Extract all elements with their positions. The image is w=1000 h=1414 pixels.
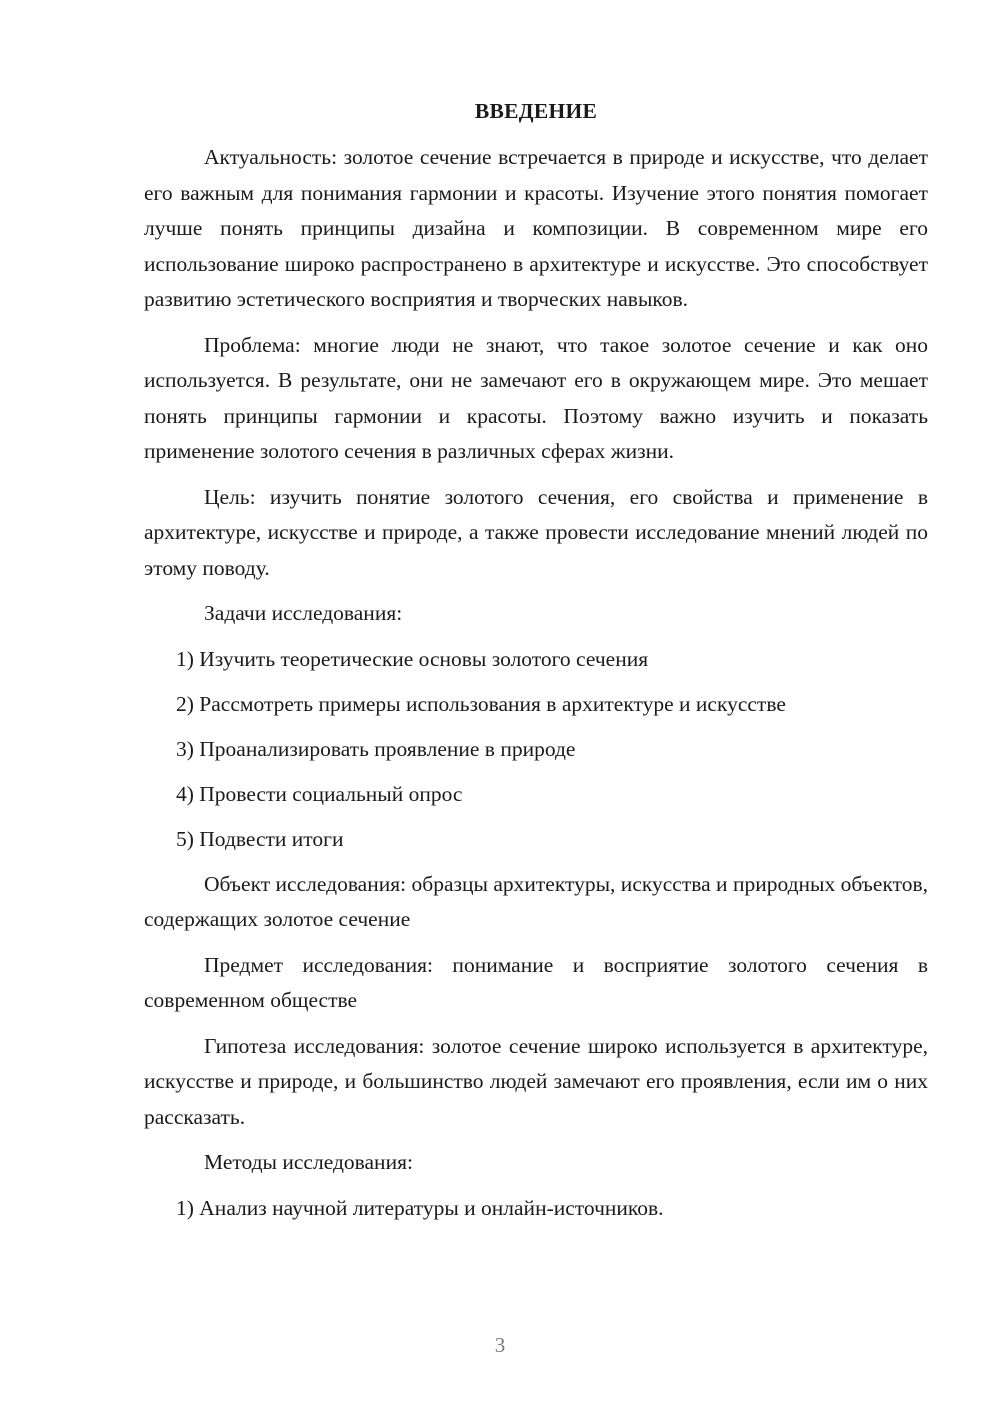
task-item: 4) Провести социальный опрос [176, 781, 463, 806]
methods-list [144, 1191, 928, 1227]
page-number: 3 [494, 1333, 506, 1357]
task-item: 5) Подвести итоги [176, 826, 344, 851]
task-item: 3) Проанализировать проявление в природе [176, 736, 576, 761]
subject-paragraph: Предмет исследования: понимание и восприятие золотого сечения в современном обществе [144, 952, 928, 1012]
tasks-heading: Задачи исследования: [204, 601, 403, 625]
goal-paragraph: Цель: изучить понятие золотого сечения, его свойства и применение в архитектуре, искусстве и природе, а также провести исследование мнений людей по этому поводу. [144, 484, 928, 580]
document-page [144, 96, 928, 1236]
task-item: 1) Изучить теоретические основы золотого сечения [176, 646, 649, 671]
object-paragraph: Объект исследования: образцы архитектуры, искусства и природных объектов, содержащих золотое сечение [144, 871, 928, 931]
method-item: 1) Анализ научной литературы и онлайн-источников. [176, 1195, 664, 1220]
section-title: ВВЕДЕНИЕ [474, 99, 598, 123]
hypothesis-paragraph: Гипотеза исследования: золотое сечение широко используется в архитектуре, искусстве и природе, и большинство людей замечают его проявления, если им о них рассказать. [144, 1033, 928, 1129]
problem-paragraph: Проблема: многие люди не знают, что такое золотое сечение и как оно используется. В результате, они не замечают его в окружающем мире. Это мешает понять принципы гармонии и красоты. Поэтому важно изучить и показать применение золотого сечения в различных сферах жизни. [144, 332, 928, 463]
tasks-list [144, 642, 928, 858]
methods-heading: Методы исследования: [204, 1150, 413, 1174]
relevance-paragraph: Актуальность: золотое сечение встречается в природе и искусстве, что делает его важным для понимания гармонии и красоты. Изучение этого понятия помогает лучше понять принципы дизайна и композиции. В современном мире его использование широко распространено в архитектуре и искусстве. Это способствует развитию эстетического восприятия и творческих навыков. [144, 145, 928, 311]
task-item: 2) Рассмотреть примеры использования в архитектуре и искусстве [176, 691, 786, 716]
